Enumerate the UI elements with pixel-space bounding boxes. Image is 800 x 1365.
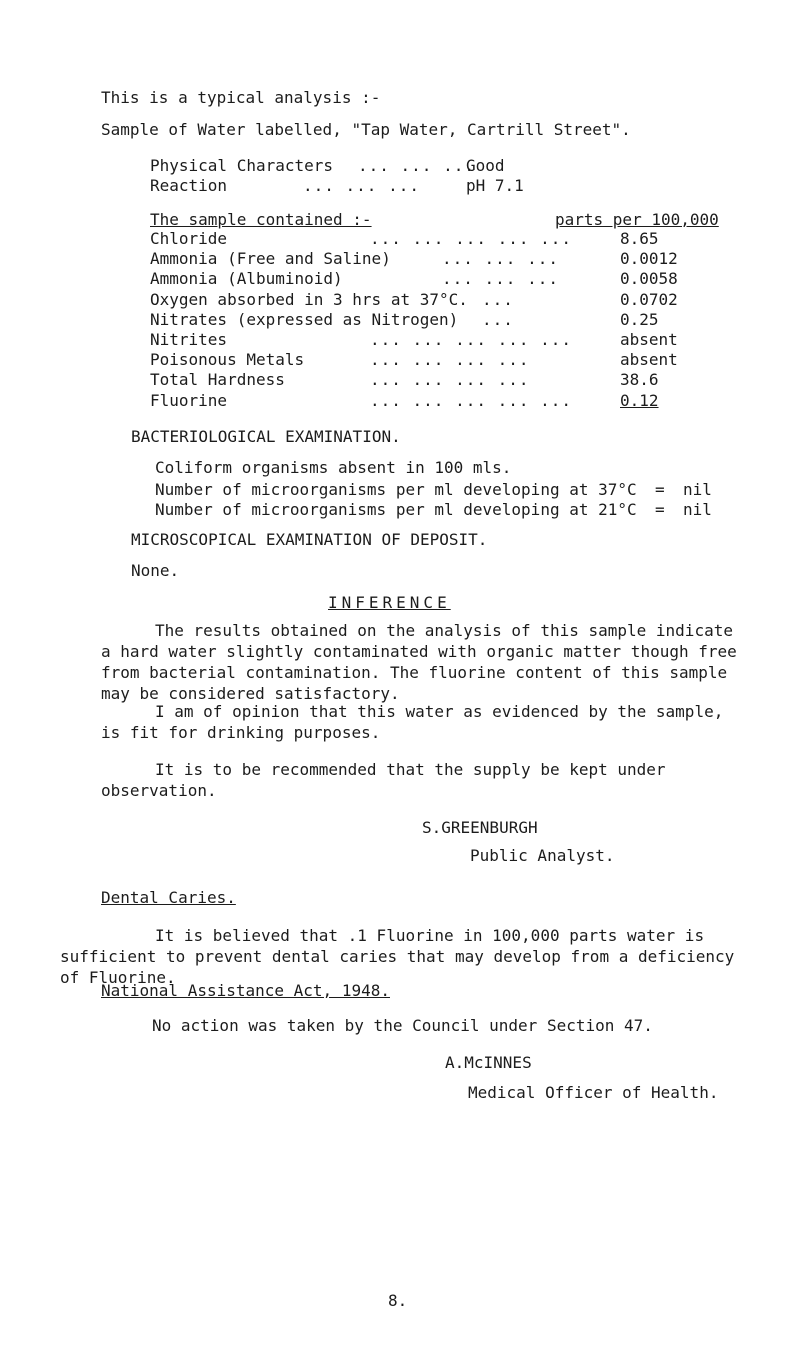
micro-37-eq: = — [655, 480, 665, 499]
dental-heading: Dental Caries. — [101, 888, 236, 907]
signature-1-title: Public Analyst. — [470, 846, 615, 865]
reaction-dots: ... ... ... — [303, 176, 420, 195]
contained-heading: The sample contained :- — [150, 210, 372, 229]
physical-value: Good — [466, 156, 505, 175]
micro-21-text: Number of microorganisms per ml developing at 21°C — [155, 500, 637, 519]
inference-paragraph-1: The results obtained on the analysis of this sample indicate a hard water slightly contaminated with organic matter though free from bacterial contamination. The fluorine content of this sample may be considered satisfactory. — [101, 621, 737, 703]
physical-dots: ... ... ... — [358, 156, 475, 175]
inference-paragraph-2: I am of opinion that this water as evidenced by the sample, is fit for drinking purposes. — [101, 702, 724, 742]
row-value: absent — [620, 330, 678, 349]
page-number: 8. — [388, 1291, 408, 1310]
signature-1-name: S.GREENBURGH — [422, 818, 538, 837]
signature-2-name: A.McINNES — [445, 1053, 532, 1072]
micro-37-text: Number of microorganisms per ml developing at 37°C — [155, 480, 637, 499]
reaction-label: Reaction — [150, 176, 228, 195]
inference-paragraph-3: It is to be recommended that the supply be kept under observation. — [101, 760, 666, 800]
signature-2-title: Medical Officer of Health. — [468, 1083, 719, 1102]
row-dots: ... ... ... ... — [370, 350, 530, 369]
row-dots: ... — [482, 310, 514, 329]
row-dots: ... ... ... — [442, 249, 559, 268]
dental-text: It is believed that .1 Fluorine in 100,000 parts water is sufficient to prevent dental caries that may develop from a deficiency of Fluorine. — [60, 926, 735, 987]
row-value: absent — [620, 350, 678, 369]
micro-none: None. — [131, 561, 180, 580]
row-value: 0.0058 — [620, 269, 678, 288]
bact-heading: BACTERIOLOGICAL EXAMINATION. — [131, 427, 401, 446]
row-value: 0.0012 — [620, 249, 678, 268]
parts-heading: parts per 100,000 — [555, 210, 719, 229]
inference-heading: INFERENCE — [328, 593, 451, 612]
row-label: Oxygen absorbed in 3 hrs at 37°C. — [150, 290, 468, 309]
row-value: 0.12 — [620, 391, 659, 410]
row-dots: ... ... ... ... — [370, 370, 530, 389]
micro-21-eq: = — [655, 500, 665, 519]
row-value: 8.65 — [620, 229, 659, 248]
micro-37-value: nil — [683, 480, 712, 499]
sample-line: Sample of Water labelled, "Tap Water, Cartrill Street". — [101, 120, 631, 139]
coliform-line: Coliform organisms absent in 100 mls. — [155, 458, 512, 477]
row-label: Ammonia (Free and Saline) — [150, 249, 391, 268]
row-value: 38.6 — [620, 370, 659, 389]
micro-heading: MICROSCOPICAL EXAMINATION OF DEPOSIT. — [131, 530, 488, 549]
row-value: 0.25 — [620, 310, 659, 329]
row-label: Nitrates (expressed as Nitrogen) — [150, 310, 459, 329]
reaction-value: pH 7.1 — [466, 176, 524, 195]
row-label: Ammonia (Albuminoid) — [150, 269, 343, 288]
row-dots: ... ... ... ... ... — [370, 229, 573, 248]
row-label: Total Hardness — [150, 370, 285, 389]
micro-21-value: nil — [683, 500, 712, 519]
row-value: 0.0702 — [620, 290, 678, 309]
row-label: Nitrites — [150, 330, 228, 349]
row-dots: ... ... ... ... ... — [370, 391, 573, 410]
row-label: Poisonous Metals — [150, 350, 305, 369]
row-dots: ... — [482, 290, 514, 309]
row-label: Fluorine — [150, 391, 228, 410]
national-assistance-text: No action was taken by the Council under Section 47. — [152, 1016, 653, 1035]
physical-label: Physical Characters — [150, 156, 334, 175]
row-dots: ... ... ... — [442, 269, 559, 288]
national-assistance-heading: National Assistance Act, 1948. — [101, 981, 390, 1000]
row-label: Chloride — [150, 229, 228, 248]
row-dots: ... ... ... ... ... — [370, 330, 573, 349]
intro-line: This is a typical analysis :- — [101, 88, 381, 107]
